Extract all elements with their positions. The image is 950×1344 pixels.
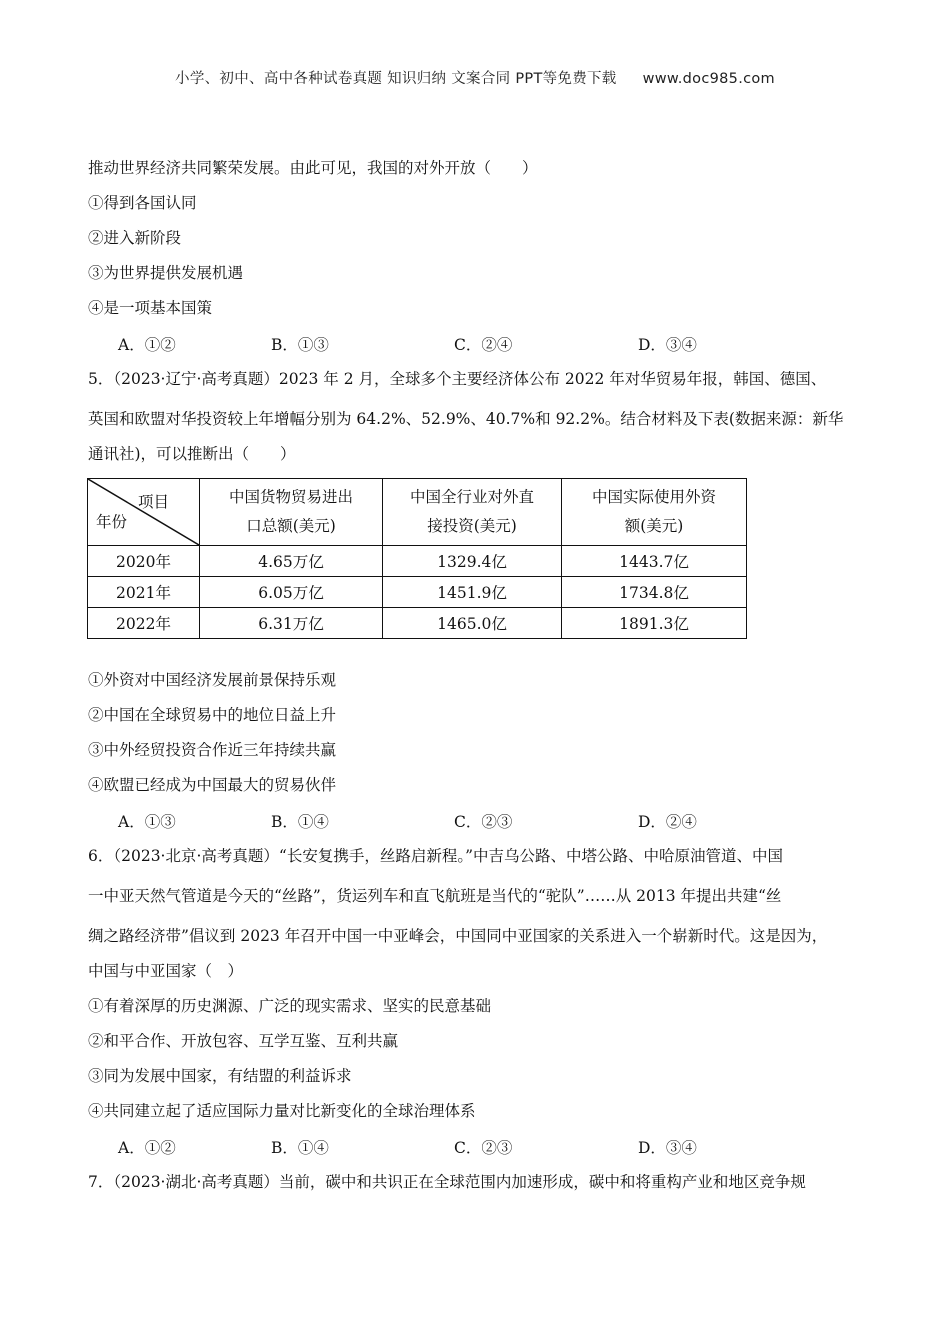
q5-statement-3: ③中外经贸投资合作近三年持续共赢 — [88, 741, 337, 759]
q6-stem-line-1: 6．（2023·北京·高考真题）“长安复携手，丝路启新程。”中吉乌公路、中塔公路、中哈原油管道、中国 — [88, 847, 784, 865]
q5-statement-2: ②中国在全球贸易中的地位日益上升 — [88, 706, 337, 724]
col-header-outbound-investment: 中国全行业对外直 接投资(美元) — [383, 479, 562, 546]
corner-year-label: 年份 — [96, 513, 128, 531]
header-site-link[interactable]: www.doc985.com — [642, 71, 775, 87]
q6-statement-2: ②和平合作、开放包容、互学互鉴、互利共赢 — [88, 1032, 399, 1050]
table-row — [88, 577, 747, 608]
q4-options — [118, 333, 818, 353]
q4-statement-2: ②进入新阶段 — [88, 229, 182, 247]
table-row — [88, 546, 747, 577]
cell-foreign: 1734.8亿 — [562, 577, 747, 608]
cell-outbound: 1451.9亿 — [383, 577, 562, 608]
corner-item-label: 项目 — [137, 493, 169, 511]
q4-statement-3: ③为世界提供发展机遇 — [88, 264, 244, 282]
row-year: 2020年 — [88, 546, 200, 577]
q6-option-a[interactable]: A．①② — [118, 1139, 176, 1157]
col-header-trade: 中国货物贸易进出 口总额(美元) — [200, 479, 383, 546]
q6-statement-3: ③同为发展中国家，有结盟的利益诉求 — [88, 1067, 352, 1085]
header-title: 小学、初中、高中各种试卷真题 知识归纳 文案合同 PPT等免费下载 — [175, 71, 617, 87]
q4-option-d[interactable]: D．③④ — [638, 336, 697, 354]
table-row — [88, 608, 747, 639]
page-header — [0, 67, 950, 88]
q5-option-c[interactable]: C．②③ — [454, 813, 513, 831]
q5-data-table — [87, 478, 747, 639]
cell-foreign: 1443.7亿 — [562, 546, 747, 577]
q6-option-d[interactable]: D．③④ — [638, 1139, 697, 1157]
q5-stem-line-3: 通讯社)，可以推断出（ ） — [88, 445, 296, 463]
q5-option-b[interactable]: B．①④ — [271, 813, 329, 831]
q6-stem-line-4: 中国与中亚国家（ ） — [88, 962, 244, 980]
row-year: 2021年 — [88, 577, 200, 608]
q4-option-a[interactable]: A．①② — [118, 336, 176, 354]
q6-options — [118, 1136, 818, 1156]
cell-trade: 6.31万亿 — [200, 608, 383, 639]
q4-option-b[interactable]: B．①③ — [271, 336, 329, 354]
cell-outbound: 1329.4亿 — [383, 546, 562, 577]
q5-option-a[interactable]: A．①③ — [118, 813, 176, 831]
q6-statement-4: ④共同建立起了适应国际力量对比新变化的全球治理体系 — [88, 1102, 476, 1120]
q7-stem-line-1: 7．（2023·湖北·高考真题）当前，碳中和共识正在全球范围内加速形成，碳中和将重构产业和地区竞争规 — [88, 1173, 806, 1191]
cell-trade: 6.05万亿 — [200, 577, 383, 608]
q6-stem-line-2: 一中亚天然气管道是今天的“丝路”，货运列车和直飞航班是当代的“驼队”……从 2013 年提出共建“丝 — [88, 887, 782, 905]
q5-stem-line-1: 5．（2023·辽宁·高考真题）2023 年 2 月，全球多个主要经济体公布 2022 年对华贸易年报，韩国、德国、 — [88, 370, 827, 388]
q5-statement-1: ①外资对中国经济发展前景保持乐观 — [88, 671, 337, 689]
q5-stem-line-2: 英国和欧盟对华投资较上年增幅分别为 64.2%、52.9%、40.7%和 92.2%。结合材料及下表(数据来源：新华 — [88, 410, 844, 428]
q4-stem: 推动世界经济共同繁荣发展。由此可见，我国的对外开放（ ） — [88, 159, 538, 177]
q4-statement-1: ①得到各国认同 — [88, 194, 197, 212]
row-year: 2022年 — [88, 608, 200, 639]
q6-option-c[interactable]: C．②③ — [454, 1139, 513, 1157]
q5-statement-4: ④欧盟已经成为中国最大的贸易伙伴 — [88, 776, 337, 794]
cell-foreign: 1891.3亿 — [562, 608, 747, 639]
q6-statement-1: ①有着深厚的历史渊源、广泛的现实需求、坚实的民意基础 — [88, 997, 492, 1015]
q6-stem-line-3: 绸之路经济带”倡议到 2023 年召开中国一中亚峰会，中国同中亚国家的关系进入一个崭新时代。这是因为， — [88, 927, 828, 945]
table-header-row — [88, 479, 747, 546]
cell-trade: 4.65万亿 — [200, 546, 383, 577]
q5-option-d[interactable]: D．②④ — [638, 813, 697, 831]
col-header-foreign-capital: 中国实际使用外资 额(美元) — [562, 479, 747, 546]
q4-option-c[interactable]: C．②④ — [454, 336, 513, 354]
q4-statement-4: ④是一项基本国策 — [88, 299, 213, 317]
q6-option-b[interactable]: B．①④ — [271, 1139, 329, 1157]
table-corner-cell — [88, 479, 200, 546]
cell-outbound: 1465.0亿 — [383, 608, 562, 639]
q5-options — [118, 810, 818, 830]
